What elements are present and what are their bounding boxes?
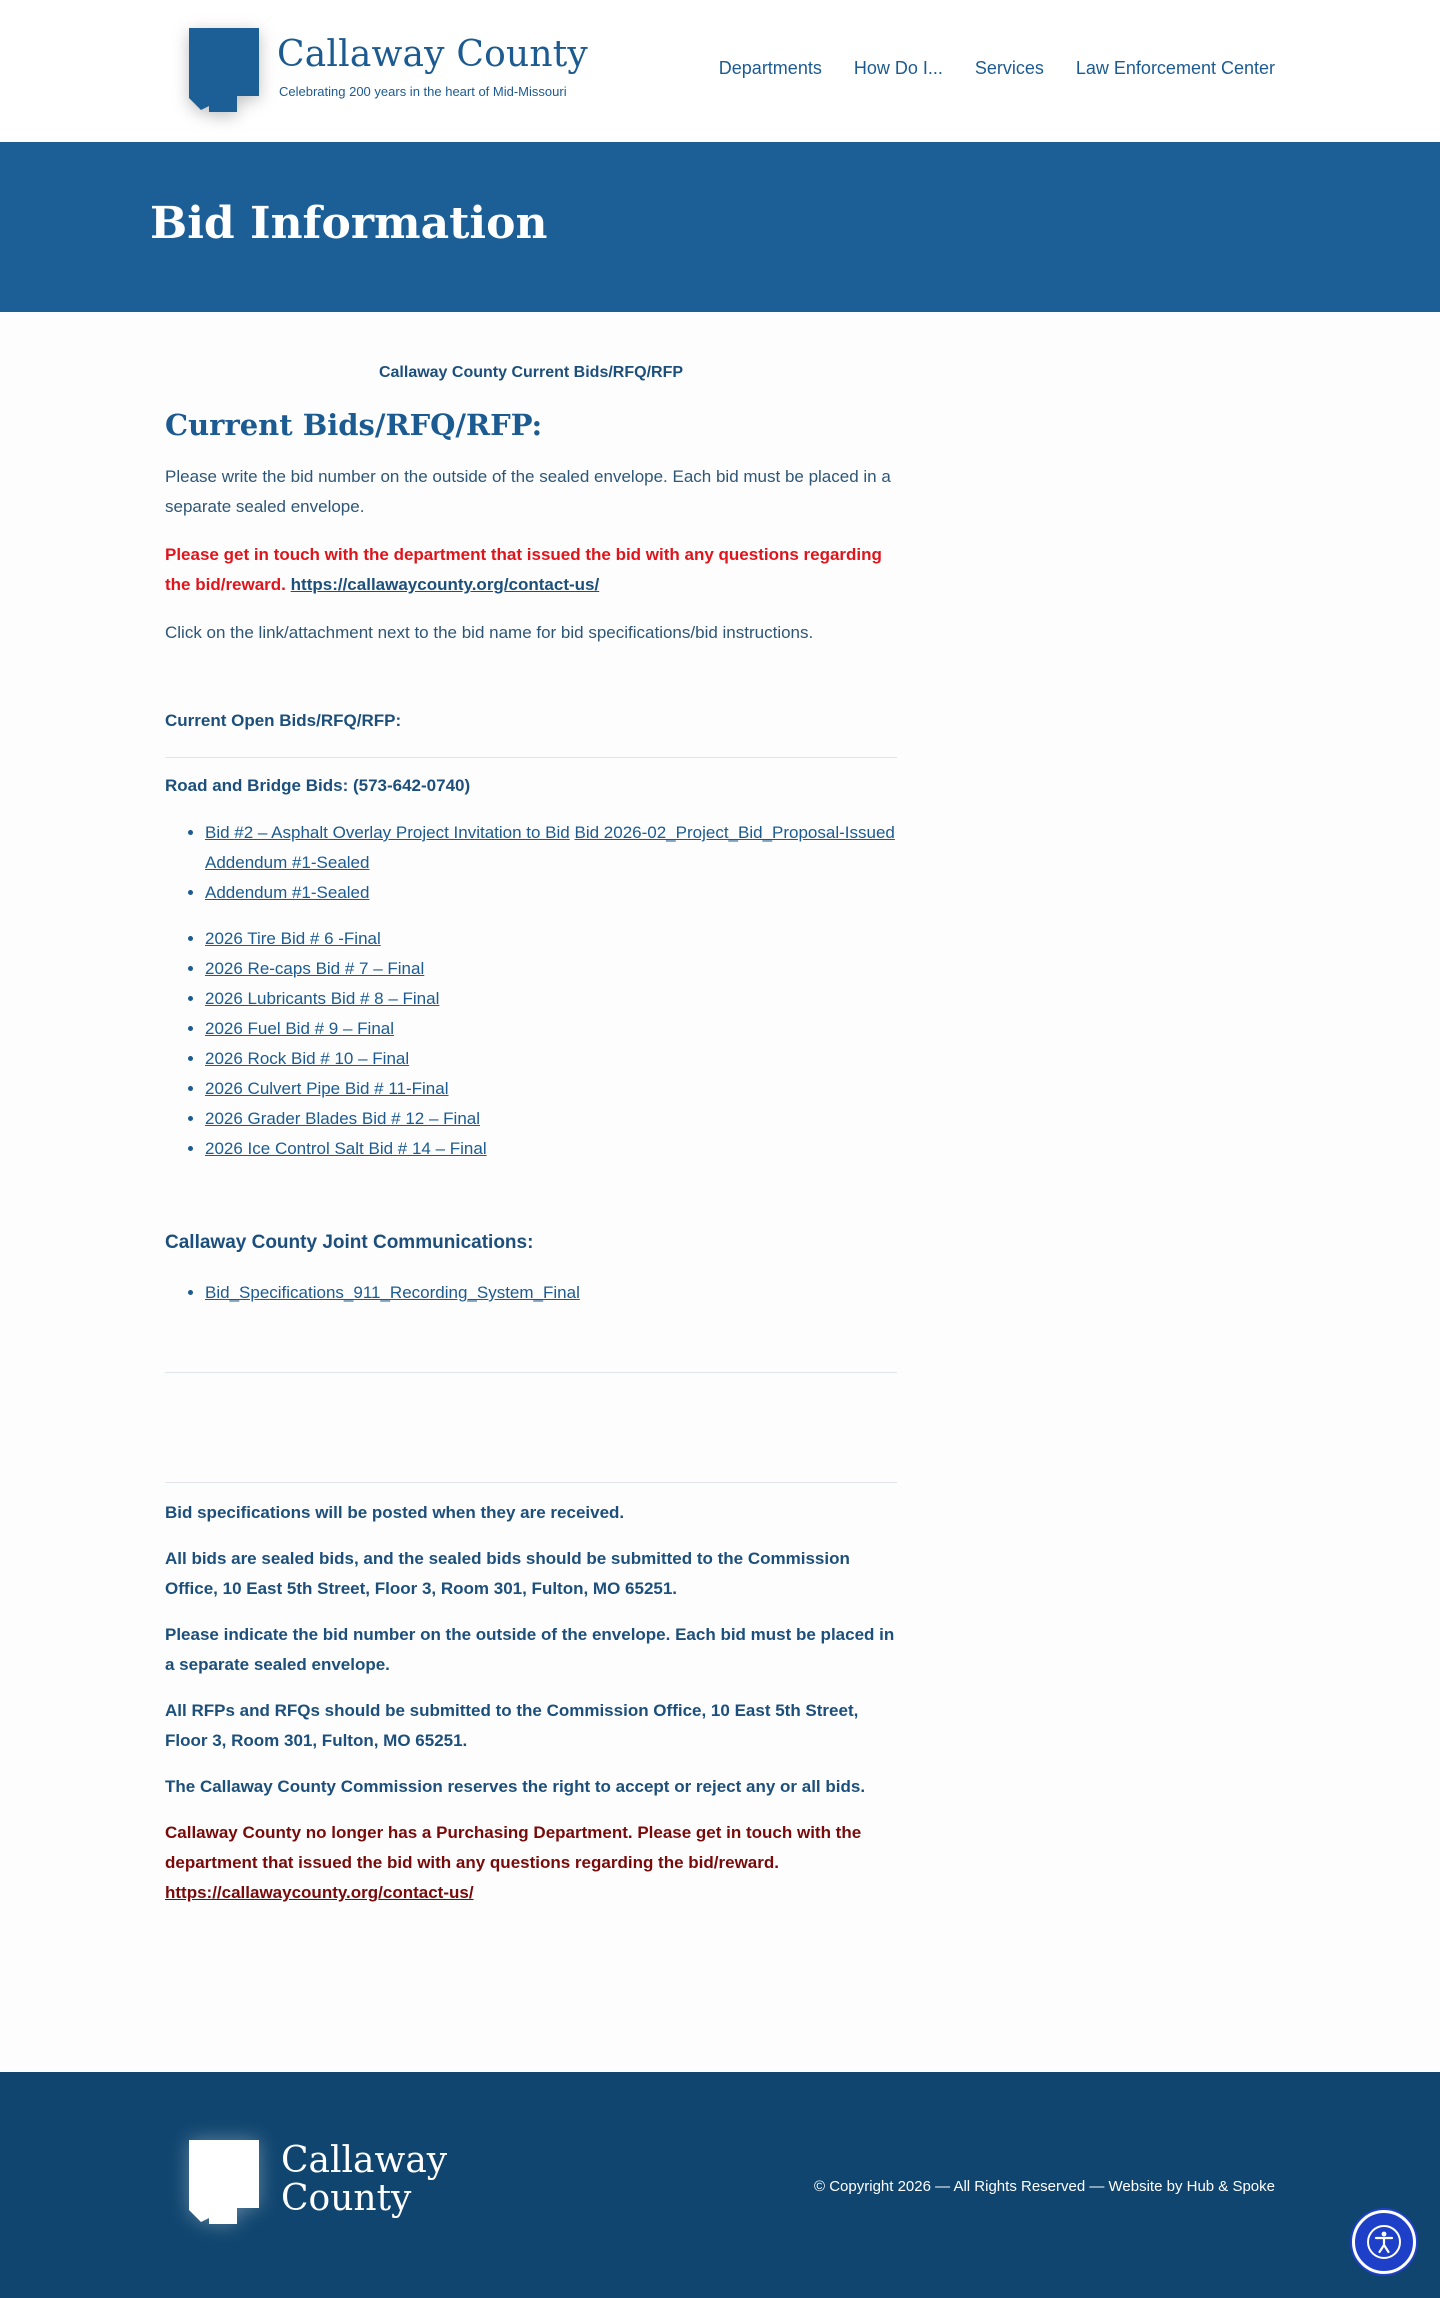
bid-link-fuel[interactable]: 2026 Fuel Bid # 9 – Final	[205, 1019, 395, 1038]
content-subhead: Callaway County Current Bids/RFQ/RFP	[378, 364, 684, 381]
divider	[165, 1372, 897, 1373]
bid-link-lubricants[interactable]: 2026 Lubricants Bid # 8 – Final	[205, 989, 440, 1008]
list-item	[205, 984, 487, 1014]
county-map-icon	[175, 2138, 265, 2228]
purchasing-contact-link[interactable]: https://callawaycounty.org/contact-us/	[165, 1883, 474, 1902]
note-reserve-right: The Callaway County Commission reserves the right to accept or reject any or all bids.	[165, 1777, 866, 1796]
list-item	[205, 818, 897, 878]
purchasing-notice	[165, 1818, 897, 1908]
contact-notice-text: Please get in touch with the department that issued the bid with any questions regarding the bid/reward.	[165, 545, 882, 594]
list-item	[205, 1134, 487, 1164]
nav-law-enforcement-center[interactable]: Law Enforcement Center	[1075, 58, 1275, 78]
footer-logo[interactable]	[175, 2134, 475, 2244]
footer-logo-line2: County	[281, 2178, 412, 2219]
bid-2-proposal-link[interactable]: Bid 2026-02_Project_Bid_Proposal-Issued	[574, 823, 895, 842]
joint-communications-label: Callaway County Joint Communications:	[165, 1232, 534, 1253]
bid-link-ice-control-salt[interactable]: 2026 Ice Control Salt Bid # 14 – Final	[205, 1139, 487, 1158]
site-logo[interactable]	[175, 22, 595, 118]
footer-logo-title	[281, 2142, 481, 2218]
logo-title: Callaway County	[277, 34, 588, 75]
site-footer	[0, 2072, 1440, 2298]
joint-communications-list	[205, 1278, 580, 1308]
instructions-paragraph: Click on the link/attachment next to the bid name for bid specifications/bid instructions.	[165, 623, 814, 642]
bid-link-grader-blades[interactable]: 2026 Grader Blades Bid # 12 – Final	[205, 1109, 481, 1128]
divider	[165, 757, 897, 758]
contact-link[interactable]: https://callawaycounty.org/contact-us/	[290, 575, 600, 594]
nav-services[interactable]: Services	[974, 58, 1044, 78]
bid-link-culvert-pipe[interactable]: 2026 Culvert Pipe Bid # 11-Final	[205, 1079, 449, 1098]
page-title: Bid Information	[150, 198, 548, 249]
road-bridge-list-final	[205, 924, 487, 1164]
intro-paragraph: Please write the bid number on the outside of the sealed envelope. Each bid must be placed in a separate sealed envelope.	[165, 467, 891, 516]
bid-link-rock[interactable]: 2026 Rock Bid # 10 – Final	[205, 1049, 410, 1068]
contact-notice	[165, 540, 897, 600]
main-nav	[687, 58, 1275, 79]
logo-tagline: Celebrating 200 years in the heart of Mid-Missouri	[279, 84, 567, 99]
road-bridge-list-primary	[205, 818, 897, 908]
bid-link-recaps[interactable]: 2026 Re-caps Bid # 7 – Final	[205, 959, 425, 978]
road-bridge-label: Road and Bridge Bids: (573-642-0740)	[165, 776, 471, 795]
nav-how-do-i[interactable]: How Do I...	[853, 58, 943, 78]
footer-copyright: © Copyright 2026 — All Rights Reserved — Website by Hub & Spoke	[814, 2178, 1275, 2195]
accessibility-icon	[1366, 2224, 1402, 2260]
list-item	[205, 878, 897, 908]
addendum-link[interactable]: Addendum #1-Sealed	[205, 883, 370, 902]
note-rfp-submission: All RFPs and RFQs should be submitted to the Commission Office, 10 East 5th Street, Floor 3, Room 301, Fulton, MO 65251.	[165, 1701, 859, 1750]
note-sealed-bids: All bids are sealed bids, and the sealed bids should be submitted to the Commission Office, 10 East 5th Street, Floor 3, Room 301, Fulton, MO 65251.	[165, 1549, 850, 1598]
list-item	[205, 1044, 487, 1074]
divider	[165, 1482, 897, 1483]
county-map-icon	[175, 26, 265, 116]
footer-logo-line1: Callaway	[281, 2140, 448, 2181]
site-header	[0, 0, 1440, 142]
bid-2-addendum-link[interactable]: Addendum #1-Sealed	[205, 853, 370, 872]
nav-departments[interactable]: Departments	[718, 58, 822, 78]
page-hero	[0, 142, 1440, 312]
bid-link-911-recording[interactable]: Bid_Specifications_911_Recording_System_Final	[205, 1283, 580, 1302]
list-item	[205, 1074, 487, 1104]
list-item	[205, 954, 487, 984]
list-item	[205, 1014, 487, 1044]
list-item	[205, 924, 487, 954]
section-title: Current Bids/RFQ/RFP:	[165, 408, 543, 442]
note-bid-number: Please indicate the bid number on the outside of the envelope. Each bid must be placed in a separate sealed envelope.	[165, 1625, 895, 1674]
bid-link-tire[interactable]: 2026 Tire Bid # 6 -Final	[205, 929, 381, 948]
accessibility-button[interactable]	[1352, 2210, 1416, 2274]
note-posting: Bid specifications will be posted when they are received.	[165, 1503, 625, 1522]
bid-2-invitation-link[interactable]: Bid #2 – Asphalt Overlay Project Invitation to Bid	[205, 823, 570, 842]
purchasing-notice-text: Callaway County no longer has a Purchasing Department. Please get in touch with the department that issued the bid with any questions regarding the bid/reward.	[165, 1823, 862, 1872]
open-bids-label: Current Open Bids/RFQ/RFP:	[165, 711, 402, 730]
list-item	[205, 1104, 487, 1134]
list-item	[205, 1278, 580, 1308]
